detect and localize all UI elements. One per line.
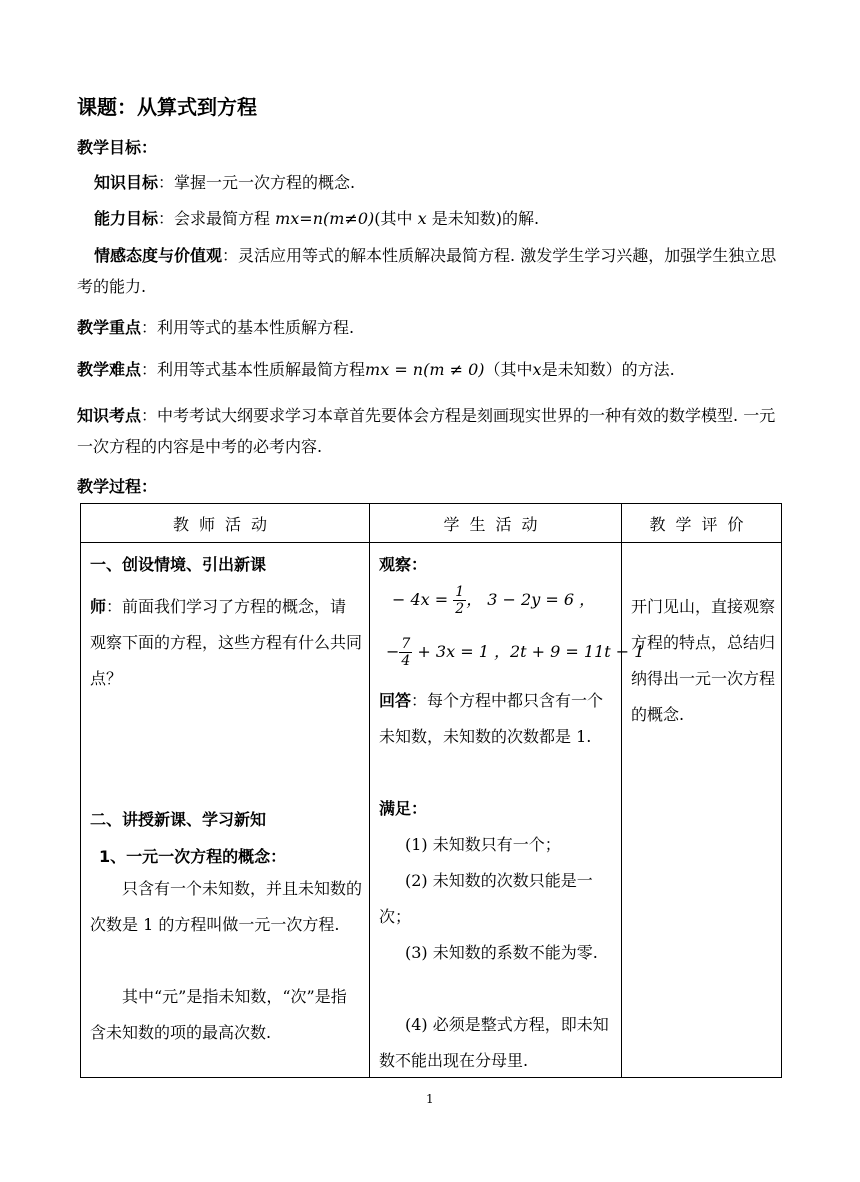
eq1-left: − 4x = [392,590,449,609]
condition-4: (4) 必须是整式方程，即未知数不能出现在分母里. [379,1015,609,1070]
emotion-goal [77,240,787,302]
exam-point [77,400,787,462]
difficulty-text: ：利用等式基本性质解最简方程 [141,360,366,379]
eq3-numerator: 7 [401,636,411,652]
difficulty-x: x [532,360,542,379]
page-number: 1 [426,1092,434,1106]
ability-goal-text-2: (其中 [374,209,418,228]
lesson-table [80,503,782,1078]
exam-point-text: ：中考考试大纲要求学习本章首先要体会方程是刻画现实世界的一种有效的数学模型. 一元一次方程的内容是中考的必考内容. [77,406,776,456]
emotion-goal-text: ：灵活应用等式的解本性质解决最简方程. 激发学生学习兴趣，加强学生独立思考的能力. [77,246,777,296]
ability-goal-label: 能力目标 [94,209,159,228]
lesson-title: 课题：从算式到方程 [77,95,257,119]
key-point [77,316,354,340]
eq3-minus: − [386,642,400,661]
condition-1: (1) 未知数只有一个； [405,835,561,854]
concept-heading: 1、一元一次方程的概念： [99,847,287,866]
eq1-denominator: 2 [455,601,465,617]
goals-heading: 教学目标： [77,138,158,157]
eq1-fraction [453,584,466,617]
ability-goal-math: mx=n(m≠0) [275,209,375,228]
equation-line-1 [392,583,595,617]
header-student: 学生活动 [370,504,622,543]
evaluation-text: 开门见山，直接观察方程的特点，总结归纳得出一元一次方程的概念. [631,597,776,724]
eq3-rest: + 3x = 1 ，2t + 9 = 11t − 1 [417,642,645,661]
teacher-prompt [90,589,362,697]
concept-note: 其中“元”是指未知数，“次”是指含未知数的项的最高次数. [90,987,347,1042]
knowledge-goal-label: 知识目标 [94,173,159,192]
teacher-text: ：前面我们学习了方程的概念，请观察下面的方程，这些方程有什么共同点？ [90,597,363,688]
eq3-fraction [399,636,412,669]
knowledge-goal [94,171,355,195]
difficulty-text-3: 是未知数）的方法. [541,360,675,379]
header-teacher: 教师活动 [81,504,370,543]
ability-goal-text-3: 是未知数)的解. [426,209,540,228]
process-heading: 教学过程： [77,477,158,496]
observe-label: 观察： [379,555,428,574]
teacher-cell [81,543,370,1078]
key-point-label: 教学重点 [77,318,142,337]
concept-definition: 只含有一个未知数，并且未知数的次数是 1 的方程叫做一元一次方程. [90,879,363,934]
answer-text: ：每个方程中都只含有一个未知数，未知数的次数都是 1. [379,691,604,746]
difficulty-label: 教学难点 [77,360,142,379]
answer [379,683,615,755]
condition-3: (3) 未知数的系数不能为零. [405,943,598,962]
knowledge-goal-text: ：掌握一元一次方程的概念. [158,173,356,192]
table-header-row [81,504,782,543]
satisfy-label: 满足： [379,799,428,818]
answer-label: 回答 [379,691,412,710]
equation-line-2 [386,635,644,669]
exam-point-label: 知识考点 [77,406,142,425]
emotion-goal-label: 情感态度与价值观 [94,246,223,265]
ability-goal-text: ：会求最简方程 [158,209,276,228]
difficulty [77,358,675,382]
header-evaluation: 教学评价 [622,504,782,543]
condition-2: (2) 未知数的次数只能是一次； [379,871,593,926]
eq1-numerator: 1 [455,584,465,600]
eq3-denominator: 4 [401,653,411,669]
teacher-label: 师 [90,597,107,616]
student-cell [370,543,645,1078]
ability-goal-x: x [417,209,427,228]
difficulty-math: mx = n(m ≠ 0) [365,360,485,379]
section-2-heading: 二、讲授新课、学习新知 [90,810,267,829]
difficulty-text-2: （其中 [484,360,533,379]
evaluation-cell [622,543,782,1078]
ability-goal [94,207,539,231]
eq2: ， 3 − 2y = 6 ， [466,590,596,609]
key-point-text: ：利用等式的基本性质解方程. [141,318,355,337]
section-1-heading: 一、创设情境、引出新课 [90,555,267,574]
table-row [81,543,782,1078]
